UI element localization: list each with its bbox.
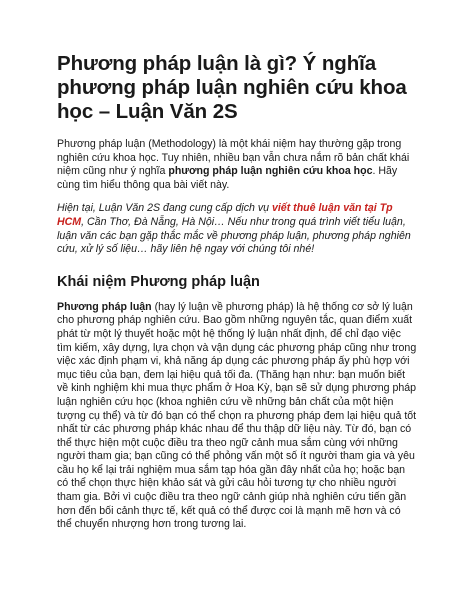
section-heading: Khái niệm Phương pháp luận	[57, 273, 260, 290]
service-text-end: , Cần Thơ, Đà Nẵng, Hà Nội… Nếu như trong quá trình viết tiểu luận, luận văn các bạn gặp thắc mắc về phương pháp luận, phương pháp nghiên cứu, xử lý số liệu… hãy liên hệ ngay với chúng tôi nhé!	[57, 215, 411, 256]
definition-term: Phương pháp luận	[57, 300, 152, 313]
document-title: Phương pháp luận là gì? Ý nghĩa phương pháp luận nghiên cứu khoa học – Luận Văn 2S	[57, 52, 407, 123]
intro-paragraph	[57, 138, 417, 192]
definition-paragraph	[57, 301, 417, 532]
service-link[interactable]: viết thuê luận văn tại Tp HCM	[57, 202, 393, 228]
intro-text: Phương pháp luận (Methodology) là một khái niệm hay thường gặp trong nghiên cứu khoa học. Tuy nhiên, nhiều bạn vẫn chưa nắm rõ bản chất khái niệm cũng như ý nghĩa	[57, 138, 410, 178]
service-text: Hiện tại, Luận Văn 2S đang cung cấp dịch vụ	[57, 202, 272, 215]
intro-text-end: . Hãy cùng tìm hiểu thông qua bài viết này.	[57, 165, 398, 191]
definition-text: (hay lý luận về phương pháp) là hệ thống cơ sở lý luận cho phương pháp nghiên cứu. Bao gồm những nguyên tắc, quan điểm xuất phát từ một lý thuyết hoặc một hệ thống lý luận nhất định, để chỉ đạo việc tìm kiếm, xây dựng, lựa chọn và vận dụng các phương pháp cũng như trong việc xác định phạm vi, khả năng áp dụng các phương pháp ấy phù hợp với mục tiêu của bạn, đem lại hiệu quả tối đa. (Thăng hạn như: bạn muốn biết về kinh nghiệm khi mua thực phẩm ở Hoa Kỳ, bạn sẽ sử dụng phương pháp luận nghiên cứu học (khoa nghiên cứu về những bản chất của một hiện tượng cụ thể) và từ đó bạn có thể chọn ra phương pháp đem lại hiệu quả tốt nhất từ các phương pháp khác nhau để thu thập dữ liệu này. Từ đó, bạn có thể thực hiện một cuộc điều tra theo ngữ cảnh mua sắm cùng với những người tham gia; bạn cũng có thể phỏng vấn một số ít người tham gia và yêu cầu họ kể lại trải nghiệm mua sắm tạp hóa gần đây nhất của họ; hoặc bạn có thể chọn thực hiện khảo sát và gửi câu hỏi tương tự cho nhiều người tham gia. Bởi vì cuộc điều tra theo ngữ cảnh giúp nhà nghiên cứu tiến gần hơn đến bối cảnh thực tế, kết quả có thể được coi là mạnh mẽ hơn và có thể chuyển nhượng hơn trong tương lai.	[57, 300, 417, 531]
intro-bold-term: phương pháp luận nghiên cứu khoa học	[168, 165, 373, 178]
service-paragraph	[57, 202, 417, 256]
